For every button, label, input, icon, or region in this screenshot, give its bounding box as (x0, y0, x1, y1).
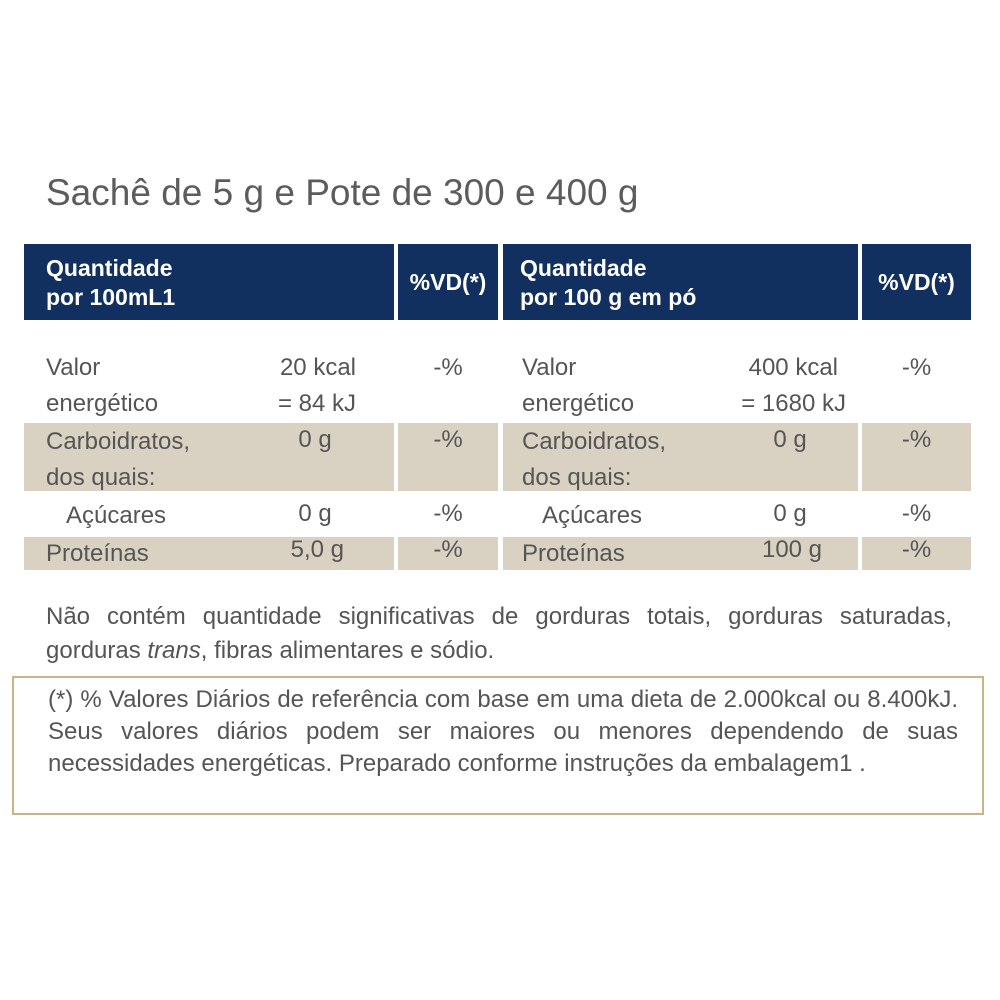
left-row-carbs-name (46, 424, 190, 496)
right-row-carbs-value: 0 g (773, 426, 807, 453)
right-row-protein-value: 100 g (761, 536, 823, 563)
left-vd-label: %VD(*) (409, 269, 487, 295)
left-row-energy-name (46, 350, 158, 422)
note-text-before: Não contém quantidade significativas de gorduras totais, gorduras saturadas, gorduras (46, 603, 952, 664)
left-row-energy-vd: -% (433, 354, 463, 381)
left-row-protein-vd: -% (433, 536, 463, 563)
right-header-line2: por 100 g em pó (520, 284, 697, 310)
right-header-quantity (503, 244, 858, 320)
left-row-carbs-vd: -% (433, 426, 463, 453)
page-title: Sachê de 5 g e Pote de 300 e 400 g (46, 172, 639, 213)
right-row-protein-vd: -% (901, 536, 932, 563)
footnote-text: (*) % Valores Diários de referência com base em uma dieta de 2.000kcal ou 8.400kJ. Seus valores diários podem ser maiores ou menores dependendo de suas necessidades energéticas. Preparado conforme instruções da embalagem1 . (48, 686, 958, 777)
right-energy-value-line2: = 1680 kJ (741, 390, 846, 417)
left-energy-value-line1: 20 kcal (279, 354, 356, 381)
right-row-carbs-name (522, 424, 666, 496)
left-header-quantity (24, 244, 394, 320)
right-energy-name-line1: Valor (522, 354, 577, 381)
right-row-energy-name (522, 350, 634, 422)
left-energy-name-line1: Valor (46, 354, 101, 381)
left-row-protein-value: 5,0 g (290, 536, 344, 563)
right-row-protein-name: Proteínas (522, 540, 625, 567)
right-row-carbs-vd: -% (901, 426, 932, 453)
left-row-sugars-value: 0 g (298, 500, 332, 527)
left-row-sugars-vd: -% (433, 500, 463, 527)
right-energy-name-line2: energético (522, 390, 635, 417)
left-header-line1: Quantidade (46, 255, 173, 281)
footnote-box (12, 676, 984, 815)
right-header-line1: Quantidade (520, 255, 647, 281)
left-carbs-name-line1: Carboidratos, (46, 428, 191, 455)
right-energy-value-line1: 400 kcal (748, 354, 838, 381)
left-carbs-name-line2: dos quais: (46, 464, 156, 491)
left-row-protein-name: Proteínas (46, 540, 149, 567)
left-row-energy-value (250, 350, 356, 422)
right-row-energy-vd: -% (901, 354, 932, 381)
right-row-sugars-vd: -% (901, 500, 932, 527)
left-energy-value-line2: = 84 kJ (277, 390, 356, 417)
right-vd-label: %VD(*) (878, 269, 955, 295)
note-text-after: , fibras alimentares e sódio. (200, 637, 495, 664)
left-energy-name-line2: energético (46, 390, 159, 417)
right-row-sugars-name: Açúcares (542, 502, 643, 529)
note-text-italic: trans (147, 637, 201, 664)
right-row-sugars-value: 0 g (773, 500, 807, 527)
left-header-line2: por 100mL1 (46, 284, 176, 310)
left-row-carbs-value: 0 g (298, 426, 332, 453)
right-header-vd (862, 244, 971, 320)
right-carbs-name-line1: Carboidratos, (522, 428, 667, 455)
right-carbs-name-line2: dos quais: (522, 464, 632, 491)
left-row-sugars-name: Açúcares (66, 502, 167, 529)
right-row-energy-value (700, 350, 846, 422)
left-header-vd (398, 244, 498, 320)
nutrition-note (46, 600, 952, 668)
